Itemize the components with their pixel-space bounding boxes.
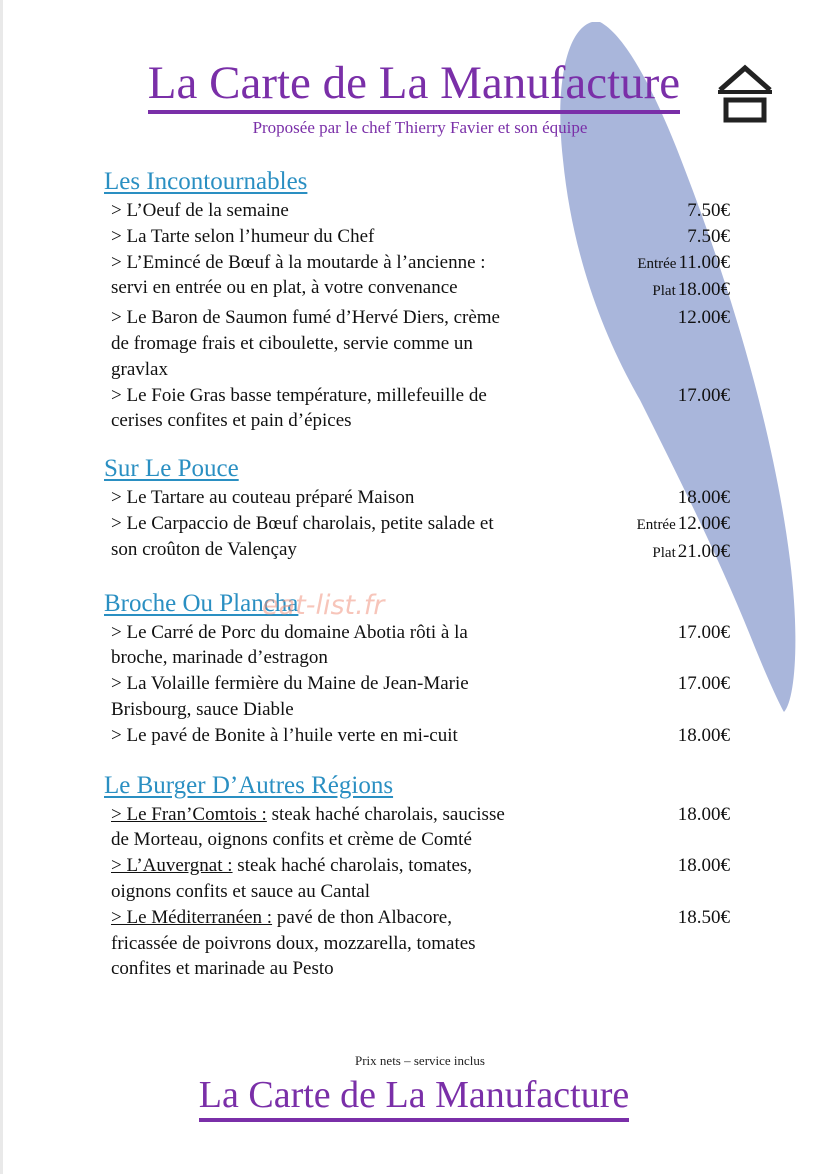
price-line [678,620,730,646]
price: 18.00€ [677,803,730,825]
description-line: > Le Baron de Saumon fumé d’Hervé Diers, crème [111,307,500,329]
menu-content [104,166,730,982]
price-column [678,723,730,749]
menu-item [104,671,730,723]
price-column [637,250,730,306]
description-line: fricassée de poivrons doux, mozzarella, tomates [111,932,476,954]
menu-item [104,305,730,382]
menu-title [0,56,831,114]
menu-section [104,166,730,434]
menu-item-description [111,250,581,302]
menu-section [104,588,730,749]
description-line: > Le Carpaccio de Bœuf charolais, petite salade et [111,512,494,534]
menu-item-description [111,305,581,382]
price-line [678,671,730,697]
price: 7.50€ [687,225,730,247]
price-column [687,198,730,224]
footer-title [0,1073,831,1122]
price-column [678,383,730,409]
description-line: cerises confites et pain d’épices [111,410,352,432]
menu-item-description [111,853,581,905]
description-line: son croûton de Valençay [111,538,297,560]
price: 18.00€ [677,487,730,509]
burger-name: > Le Méditerranéen : [111,906,273,928]
price-line [678,305,730,331]
menu-item [104,198,730,224]
menu-item [104,224,730,250]
price-line [678,905,730,931]
price-line [678,802,730,828]
description-line: > La Volaille fermière du Maine de Jean-Marie [111,673,469,695]
price-line [637,511,730,539]
price-line [678,853,730,879]
price: 12.00€ [677,512,730,534]
house-logo-icon [716,62,774,124]
portion-label: Entrée [636,516,676,533]
menu-item-description [111,198,581,224]
price-column [678,620,730,646]
footer-title-text: La Carte de La Manufacture [199,1074,629,1122]
description-line: > La Tarte selon l’humeur du Chef [111,225,375,247]
price-column [678,671,730,697]
description-line [111,802,581,828]
menu-title-text: La Carte de La Manufacture [148,58,680,114]
description-line: oignons confits et sauce au Cantal [111,880,371,902]
price-column [678,905,730,931]
menu-item [104,802,730,854]
portion-label: Entrée [637,255,677,272]
menu-item-description [111,485,581,511]
price: 21.00€ [677,540,730,562]
description-line: de Morteau, oignons confits et crème de Comté [111,829,472,851]
section-title: Le Burger D’Autres Régions [104,771,394,799]
menu-section [104,770,730,983]
menu-item-description [111,224,581,250]
description-line: gravlax [111,358,168,380]
price: 17.00€ [677,621,730,643]
menu-item-description [111,723,581,749]
section-title: Broche Ou Plancha [104,589,299,617]
description-line: broche, marinade d’estragon [111,647,328,669]
price-column [678,853,730,879]
price-line [637,539,730,567]
price: 17.00€ [677,384,730,406]
menu-item [104,511,730,567]
description-line: > Le Tartare au couteau préparé Maison [111,487,415,509]
description-line [111,853,581,879]
portion-label: Plat [652,544,676,561]
description-line: servi en entrée ou en plat, à votre convenance [111,277,458,299]
description-line: > Le Carré de Porc du domaine Abotia rôti à la [111,621,468,643]
price-line [678,485,730,511]
menu-item [104,853,730,905]
description-line: > L’Emincé de Bœuf à la moutarde à l’ancienne : [111,251,486,273]
menu-item [104,250,730,306]
price-line [678,383,730,409]
menu-item [104,723,730,749]
price: 18.00€ [677,724,730,746]
menu-item-description [111,383,581,435]
description-line: > L’Oeuf de la semaine [111,200,289,221]
portion-label: Plat [652,283,676,300]
menu-item-description [111,802,581,854]
description-line: Brisbourg, sauce Diable [111,698,294,720]
menu-item [104,905,730,982]
price-line [637,277,730,305]
price-column [678,305,730,331]
price: 18.00€ [677,279,730,301]
price: 17.00€ [677,673,730,695]
description-line: de fromage frais et ciboulette, servie comme un [111,332,473,354]
price-line [637,250,730,278]
section-title: Les Incontournables [104,168,308,195]
price-line [687,198,730,224]
description-text: pavé de thon Albacore, [272,906,452,928]
description-text: steak haché charolais, tomates, [232,855,473,877]
menu-subtitle: Proposée par le chef Thierry Favier et son équipe [252,118,588,137]
price-column [678,485,730,511]
price: 7.50€ [687,200,730,221]
menu-item-description [111,620,581,672]
description-line: > Le pavé de Bonite à l’huile verte en mi-cuit [111,724,458,746]
price: 11.00€ [678,251,730,273]
price-column [637,511,730,567]
section-title: Sur Le Pouce [104,455,239,483]
price: 18.50€ [677,906,730,928]
menu-item [104,485,730,511]
description-line: > Le Foie Gras basse température, millefeuille de [111,384,487,406]
description-line: confites et marinade au Pesto [111,958,334,980]
watermark: eat-list.fr [262,590,385,621]
price-line [687,224,730,250]
menu-item-description [111,671,581,723]
menu-item [104,620,730,672]
price-line [678,723,730,749]
menu-item [104,383,730,435]
menu-item-description [111,511,581,563]
price: 12.00€ [677,307,730,329]
burger-name: > L’Auvergnat : [111,855,233,877]
price-column [687,224,730,250]
menu-item-description [111,905,581,982]
description-text: steak haché charolais, saucisse [266,803,505,825]
price-column [678,802,730,828]
price: 18.00€ [677,855,730,877]
burger-name: > Le Fran’Comtois : [111,803,267,825]
footer-note: Prix nets – service inclus [355,1053,485,1068]
description-line [111,905,581,931]
menu-section [104,453,730,566]
